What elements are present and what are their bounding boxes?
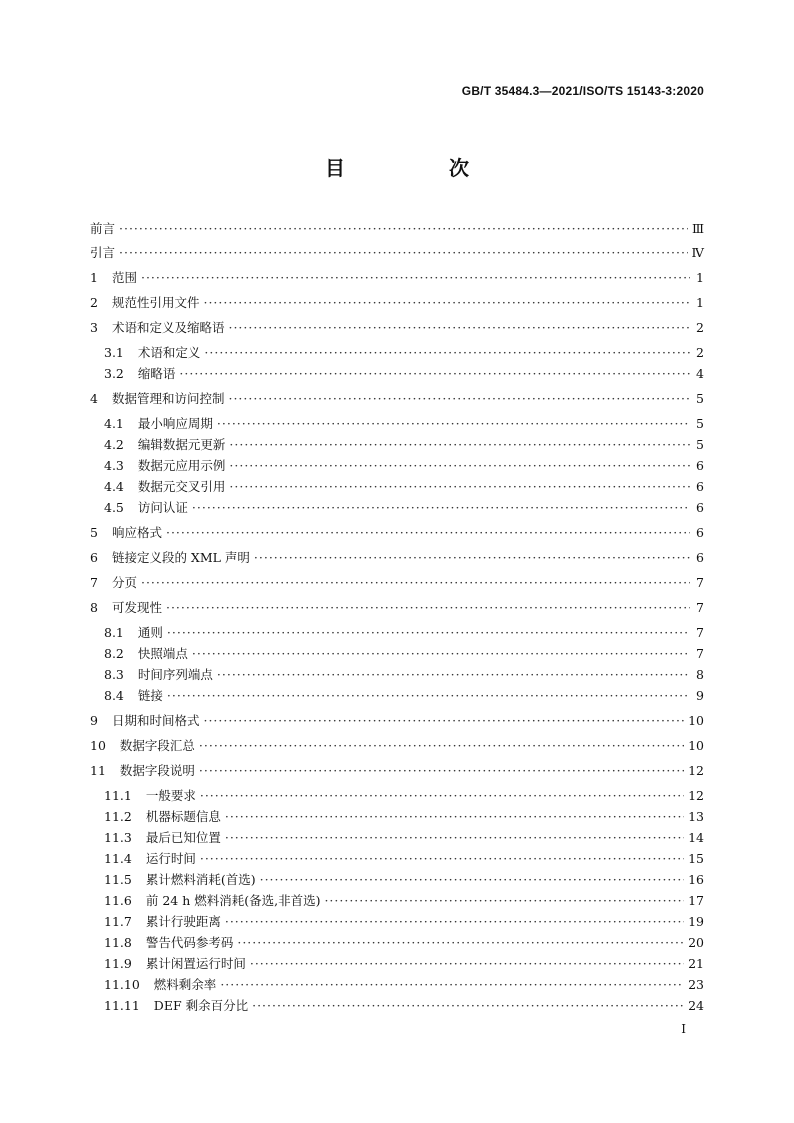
- toc-entry-page: 24: [688, 998, 704, 1013]
- toc-entry-number: 9: [90, 713, 98, 728]
- toc-entry[interactable]: [104, 436, 704, 454]
- toc-entry-page: Ⅳ: [691, 245, 704, 260]
- dot-leader: [229, 436, 690, 454]
- toc-entry-label: 警告代码参考码: [145, 935, 234, 950]
- toc-entry-number: 11.6: [104, 893, 132, 908]
- toc-entry[interactable]: [104, 457, 704, 475]
- dot-leader: [166, 524, 690, 542]
- toc-entry[interactable]: [90, 269, 704, 287]
- toc-entry-page: 10: [688, 738, 704, 753]
- toc-entry[interactable]: [90, 244, 704, 262]
- toc-entry[interactable]: [104, 997, 704, 1015]
- toc-entry-number: 11.8: [104, 935, 132, 950]
- dot-leader: [200, 850, 684, 868]
- toc-entry-number: 4.3: [104, 458, 124, 473]
- dot-leader: [141, 269, 690, 287]
- toc-entry-page: 5: [696, 416, 704, 431]
- toc-entry[interactable]: [104, 913, 704, 931]
- dot-leader: [225, 808, 684, 826]
- toc-entry-page: 1: [696, 295, 704, 310]
- toc-entry-page: 6: [696, 500, 704, 515]
- toc-entry-label: 燃料剩余率: [153, 977, 217, 992]
- toc-entry-page: 5: [696, 437, 704, 452]
- page-title: 目 次: [325, 156, 511, 180]
- toc-entry[interactable]: [90, 319, 704, 337]
- toc-entry[interactable]: [90, 574, 704, 592]
- toc-entry-number: 4.4: [104, 479, 124, 494]
- toc-entry-number: 2: [90, 295, 98, 310]
- dot-leader: [220, 976, 684, 994]
- toc-entry-page: 19: [688, 914, 704, 929]
- toc-entry[interactable]: [90, 524, 704, 542]
- toc-entry-number: 11.1: [104, 788, 132, 803]
- toc-entry-label: 链接定义段的 XML 声明: [111, 550, 250, 565]
- toc-entry[interactable]: [90, 599, 704, 617]
- dot-leader: [225, 913, 684, 931]
- toc-entry-label: 累计燃料消耗(首选): [145, 872, 256, 887]
- toc-entry-label: 数据管理和访问控制: [111, 391, 225, 406]
- toc-entry-page: 16: [688, 872, 704, 887]
- toc-entry[interactable]: [90, 549, 704, 567]
- toc-entry-page: 4: [696, 366, 704, 381]
- page-number: I: [681, 1022, 686, 1036]
- dot-leader: [192, 645, 690, 663]
- toc-entry[interactable]: [104, 624, 704, 642]
- toc-entry-label: 数据字段汇总: [119, 738, 195, 753]
- dot-leader: [217, 415, 690, 433]
- toc-entry-number: 11.11: [104, 998, 140, 1013]
- toc-entry-number: 4.2: [104, 437, 124, 452]
- toc-entry-number: 11.7: [104, 914, 132, 929]
- toc-entry[interactable]: [104, 478, 704, 496]
- toc-entry[interactable]: [104, 955, 704, 973]
- toc-entry[interactable]: [90, 737, 704, 755]
- dot-leader: [167, 687, 690, 705]
- toc-entry-page: 12: [688, 763, 704, 778]
- toc-entry-page: 20: [688, 935, 704, 950]
- toc-entry-number: 6: [90, 550, 98, 565]
- toc-entry-page: 7: [696, 625, 704, 640]
- dot-leader: [199, 737, 684, 755]
- toc-entry-page: 8: [696, 667, 704, 682]
- dot-leader: [254, 549, 690, 567]
- dot-leader: [200, 787, 684, 805]
- toc-entry-label: 分页: [111, 575, 137, 590]
- toc-entry-label: 术语和定义: [137, 345, 201, 360]
- toc-entry-page: 5: [696, 391, 704, 406]
- toc-entry-page: Ⅲ: [691, 221, 704, 236]
- toc-entry-number: 11: [90, 763, 106, 778]
- toc-entry[interactable]: [104, 892, 704, 910]
- toc-entry-label: 前 24 h 燃料消耗(备选,非首选): [145, 893, 321, 908]
- toc-entry[interactable]: [104, 499, 704, 517]
- toc-entry-page: 15: [688, 851, 704, 866]
- toc-entry-number: 5: [90, 525, 98, 540]
- toc-entry-label: 最小响应周期: [137, 416, 213, 431]
- toc-entry-label: 前言: [90, 221, 116, 236]
- toc-entry-label: 引言: [90, 245, 116, 260]
- toc-entry-number: 8: [90, 600, 98, 615]
- toc-entry-label: 规范性引用文件: [111, 295, 200, 310]
- dot-leader: [228, 319, 690, 337]
- toc-entry[interactable]: [90, 762, 704, 780]
- toc-entry-label: 访问认证: [137, 500, 188, 515]
- toc-entry-number: 11.4: [104, 851, 132, 866]
- toc-entry-label: 范围: [111, 270, 137, 285]
- toc-entry[interactable]: [104, 976, 704, 994]
- toc-entry-number: 11.2: [104, 809, 132, 824]
- toc-entry-number: 8.4: [104, 688, 124, 703]
- toc-entry-page: 12: [688, 788, 704, 803]
- dot-leader: [141, 574, 690, 592]
- dot-leader: [192, 499, 690, 517]
- toc-entry[interactable]: [104, 850, 704, 868]
- dot-leader: [217, 666, 690, 684]
- toc-entry-page: 7: [696, 575, 704, 590]
- toc-entry-page: 7: [696, 600, 704, 615]
- dot-leader: [225, 829, 684, 847]
- toc-entry[interactable]: [104, 934, 704, 952]
- toc-entry-number: 11.5: [104, 872, 132, 887]
- toc-entry-number: 11.10: [104, 977, 140, 992]
- toc-entry-label: DEF 剩余百分比: [153, 998, 249, 1013]
- toc-entry[interactable]: [104, 344, 704, 362]
- dot-leader: [119, 244, 687, 262]
- dot-leader: [252, 997, 684, 1015]
- dot-leader: [203, 294, 690, 312]
- toc-entry[interactable]: [104, 415, 704, 433]
- toc-entry-label: 数据元应用示例: [137, 458, 226, 473]
- toc-entry-page: 6: [696, 550, 704, 565]
- standard-code: GB/T 35484.3—2021/ISO/TS 15143-3:2020: [461, 84, 704, 98]
- dot-leader: [179, 365, 690, 383]
- dot-leader: [237, 934, 684, 952]
- toc-entry-number: 4.5: [104, 500, 124, 515]
- toc-entry[interactable]: [104, 687, 704, 705]
- toc-entry-number: 8.3: [104, 667, 124, 682]
- toc-entry-label: 一般要求: [145, 788, 196, 803]
- toc-entry-number: 3: [90, 320, 98, 335]
- toc-entry-label: 日期和时间格式: [111, 713, 200, 728]
- toc-entry[interactable]: [104, 645, 704, 663]
- toc-entry-label: 响应格式: [111, 525, 162, 540]
- dot-leader: [119, 220, 688, 238]
- toc-entry-page: 6: [696, 479, 704, 494]
- toc-entry-page: 6: [696, 458, 704, 473]
- toc-entry-page: 1: [696, 270, 704, 285]
- dot-leader: [203, 712, 684, 730]
- toc-entry-page: 13: [688, 809, 704, 824]
- dot-leader: [166, 599, 690, 617]
- toc-entry[interactable]: [90, 294, 704, 312]
- toc-entry-label: 数据元交叉引用: [137, 479, 226, 494]
- toc-entry-number: 4: [90, 391, 98, 406]
- toc-entry-label: 时间序列端点: [137, 667, 213, 682]
- toc-entry-label: 快照端点: [137, 646, 188, 661]
- toc-entry-label: 最后已知位置: [145, 830, 221, 845]
- toc-entry-number: 7: [90, 575, 98, 590]
- toc-entry-page: 7: [696, 646, 704, 661]
- toc-entry-page: 9: [696, 688, 704, 703]
- toc-entry-number: 11.9: [104, 956, 132, 971]
- toc-entry-label: 术语和定义及缩略语: [111, 320, 225, 335]
- toc-entry-number: 8.2: [104, 646, 124, 661]
- dot-leader: [167, 624, 690, 642]
- dot-leader: [229, 457, 690, 475]
- toc-entry[interactable]: [90, 220, 704, 238]
- toc-entry-page: 6: [696, 525, 704, 540]
- toc-entry[interactable]: [104, 365, 704, 383]
- toc-entry-label: 累计行驶距离: [145, 914, 221, 929]
- dot-leader: [204, 344, 690, 362]
- toc-entry-label: 累计闲置运行时间: [145, 956, 246, 971]
- toc-entry-page: 14: [688, 830, 704, 845]
- toc-entry[interactable]: [104, 829, 704, 847]
- toc-entry-number: 11.3: [104, 830, 132, 845]
- toc-entry[interactable]: [104, 871, 704, 889]
- toc-entry[interactable]: [104, 787, 704, 805]
- toc-entry-label: 通则: [137, 625, 163, 640]
- toc-entry-label: 运行时间: [145, 851, 196, 866]
- toc-entry-page: 10: [688, 713, 704, 728]
- dot-leader: [260, 871, 684, 889]
- toc-entry[interactable]: [104, 808, 704, 826]
- toc-entry[interactable]: [90, 390, 704, 408]
- dot-leader: [199, 762, 684, 780]
- toc-entry-page: 2: [696, 320, 704, 335]
- dot-leader: [324, 892, 684, 910]
- toc-entry-page: 21: [688, 956, 704, 971]
- toc-entry-number: 1: [90, 270, 98, 285]
- toc-entry-label: 可发现性: [111, 600, 162, 615]
- toc-entry-number: 3.1: [104, 345, 124, 360]
- toc-entry-page: 17: [688, 893, 704, 908]
- toc-entry-label: 链接: [137, 688, 163, 703]
- toc-entry-number: 10: [90, 738, 106, 753]
- toc-entry-label: 缩略语: [137, 366, 176, 381]
- toc-entry-number: 3.2: [104, 366, 124, 381]
- toc-entry-label: 编辑数据元更新: [137, 437, 226, 452]
- toc-entry-label: 机器标题信息: [145, 809, 221, 824]
- toc-entry-page: 23: [688, 977, 704, 992]
- toc-entry-number: 4.1: [104, 416, 124, 431]
- dot-leader: [250, 955, 684, 973]
- toc-entry[interactable]: [90, 712, 704, 730]
- toc-entry-page: 2: [696, 345, 704, 360]
- toc-entry-label: 数据字段说明: [119, 763, 195, 778]
- toc-entry[interactable]: [104, 666, 704, 684]
- dot-leader: [228, 390, 690, 408]
- dot-leader: [229, 478, 690, 496]
- toc-entry-number: 8.1: [104, 625, 124, 640]
